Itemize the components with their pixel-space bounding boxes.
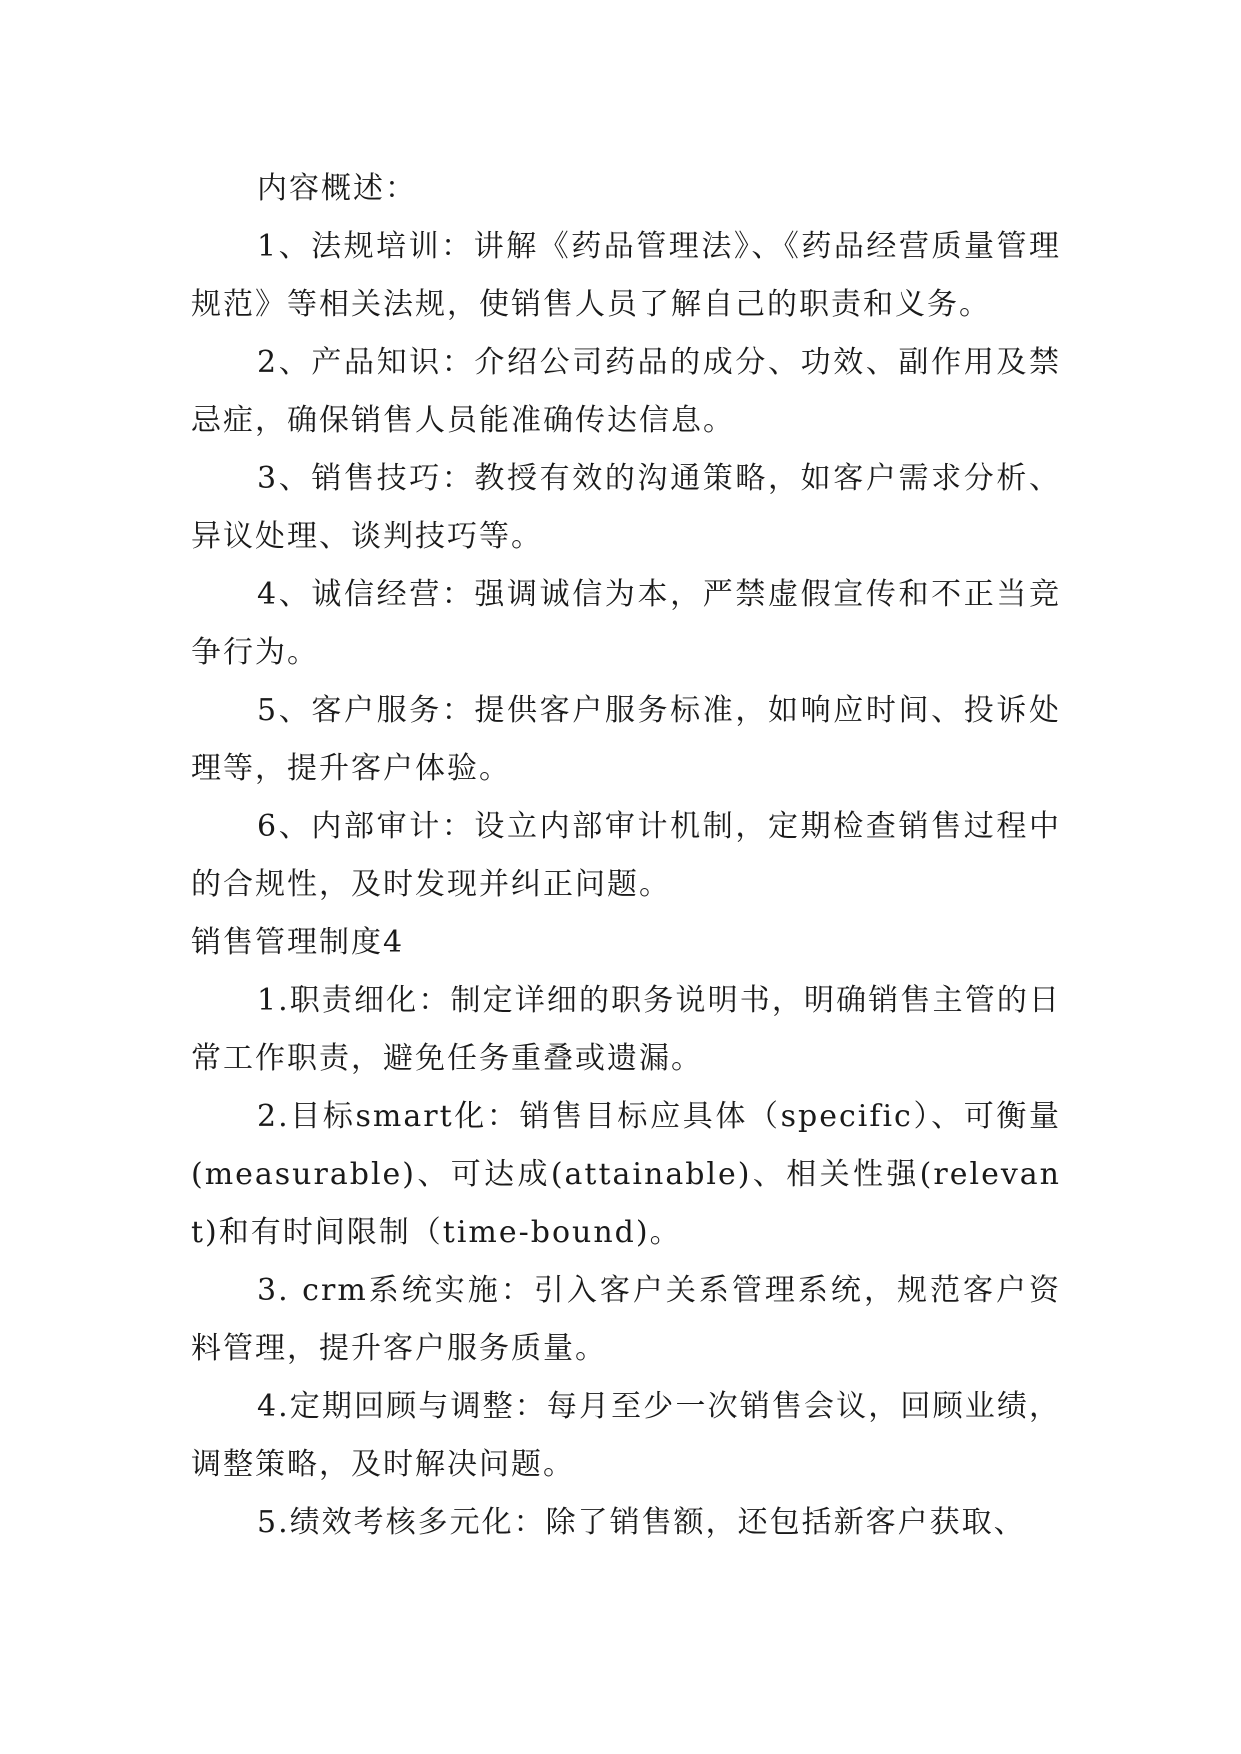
list-item: 1.职责细化：制定详细的职务说明书，明确销售主管的日常工作职责，避免任务重叠或遗漏。 [191, 983, 1061, 1076]
list-item: 3、销售技巧：教授有效的沟通策略，如客户需求分析、异议处理、谈判技巧等。 [191, 461, 1061, 554]
list-item: 5.绩效考核多元化：除了销售额，还包括新客户获取、 [257, 1505, 1026, 1540]
list-item: 1、法规培训：讲解《药品管理法》、《药品经营质量管理规范》等相关法规，使销售人员了解自己的职责和义务。 [191, 229, 1061, 322]
list-item: 2、产品知识：介绍公司药品的成分、功效、副作用及禁忌症，确保销售人员能准确传达信息。 [191, 345, 1061, 438]
document-body [191, 160, 1061, 1552]
intro-line: 内容概述： [257, 171, 417, 206]
list-item: 5、客户服务：提供客户服务标准，如响应时间、投诉处理等，提升客户体验。 [191, 693, 1061, 786]
list-item: 2.目标smart化：销售目标应具体（specific）、可衡量(measurable)、可达成(attainable)、相关性强(relevant)和有时间限制（time-bound)。 [191, 1099, 1061, 1250]
list-item: 3. crm系统实施：引入客户关系管理系统，规范客户资料管理，提升客户服务质量。 [191, 1273, 1061, 1366]
list-item: 6、内部审计：设立内部审计机制，定期检查销售过程中的合规性，及时发现并纠正问题。 [191, 809, 1061, 902]
list-item: 4、诚信经营：强调诚信为本，严禁虚假宣传和不正当竞争行为。 [191, 577, 1061, 670]
section-title: 销售管理制度4 [191, 925, 405, 960]
list-item: 4.定期回顾与调整：每月至少一次销售会议，回顾业绩，调整策略，及时解决问题。 [191, 1389, 1061, 1482]
